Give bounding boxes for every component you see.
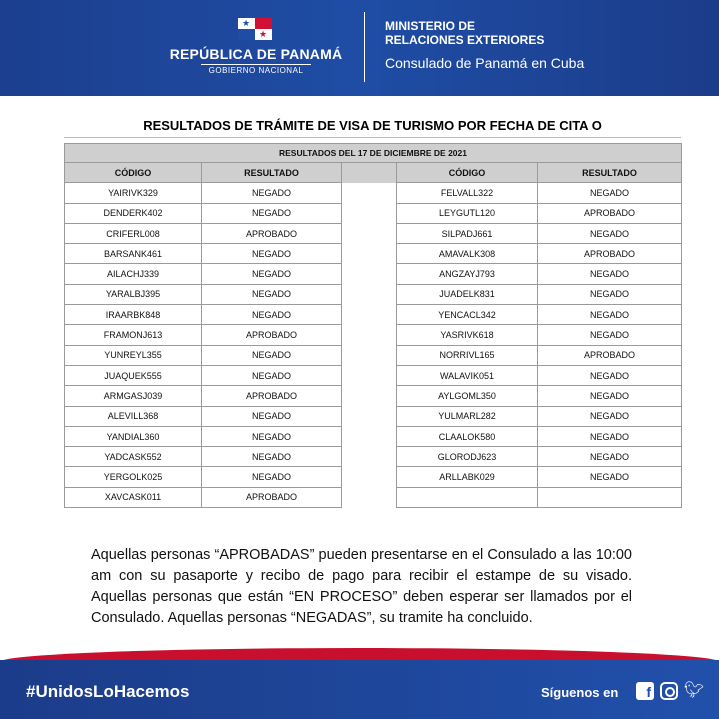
table-row <box>65 244 682 264</box>
code-cell-left: FRAMONJ613 <box>65 325 202 345</box>
code-cell-right: YENCACL342 <box>397 305 538 325</box>
result-cell-left: NEGADO <box>202 467 342 487</box>
footer-banner <box>0 660 719 719</box>
page-title: RESULTADOS DE TRÁMITE DE VISA DE TURISMO POR FECHA DE CITA O <box>143 118 602 133</box>
result-cell-left: NEGADO <box>202 244 342 264</box>
code-cell-right: YASRIVK618 <box>397 325 538 345</box>
code-cell-left: YANDIAL360 <box>65 426 202 446</box>
result-cell-right: NEGADO <box>538 325 682 345</box>
table-row <box>65 447 682 467</box>
code-cell-right: YULMARL282 <box>397 406 538 426</box>
code-cell-left: AILACHJ339 <box>65 264 202 284</box>
result-cell-right: NEGADO <box>538 264 682 284</box>
table-banner-row <box>65 144 682 163</box>
table-row <box>65 467 682 487</box>
column-gap <box>342 386 397 406</box>
column-gap <box>342 467 397 487</box>
result-cell-left: APROBADO <box>202 223 342 243</box>
instagram-icon[interactable] <box>660 682 678 700</box>
government-label: GOBIERNO NACIONAL <box>201 64 312 75</box>
code-cell-right: FELVALL322 <box>397 183 538 203</box>
code-cell-left: IRAARBK848 <box>65 305 202 325</box>
result-cell-right: APROBADO <box>538 203 682 223</box>
code-cell-right: ANGZAYJ793 <box>397 264 538 284</box>
code-cell-right <box>397 487 538 507</box>
result-cell-left: NEGADO <box>202 183 342 203</box>
column-gap <box>342 183 397 203</box>
code-cell-right: CLAALOK580 <box>397 426 538 446</box>
code-cell-left: ALEVILL368 <box>65 406 202 426</box>
result-cell-right: APROBADO <box>538 345 682 365</box>
result-cell-right: NEGADO <box>538 305 682 325</box>
hashtag-label: #UnidosLoHacemos <box>26 682 190 701</box>
result-cell-left: NEGADO <box>202 406 342 426</box>
code-cell-left: CRIFERL008 <box>65 223 202 243</box>
result-cell-right <box>538 487 682 507</box>
column-gap <box>342 406 397 426</box>
code-cell-left: JUAQUEK555 <box>65 365 202 385</box>
result-cell-right: NEGADO <box>538 447 682 467</box>
column-gap <box>342 223 397 243</box>
code-cell-left: YADCASK552 <box>65 447 202 467</box>
result-cell-right: NEGADO <box>538 183 682 203</box>
table-banner: RESULTADOS DEL 17 DE DICIEMBRE DE 2021 <box>65 144 682 163</box>
code-cell-left: DENDERK402 <box>65 203 202 223</box>
table-header-row <box>65 163 682 183</box>
table-row <box>65 365 682 385</box>
column-gap <box>342 264 397 284</box>
result-cell-left: NEGADO <box>202 264 342 284</box>
ministry-line-2: RELACIONES EXTERIORES <box>385 33 545 47</box>
code-cell-left: YERGOLK025 <box>65 467 202 487</box>
result-cell-right: NEGADO <box>538 467 682 487</box>
facebook-icon[interactable]: f <box>636 682 654 700</box>
column-gap <box>342 345 397 365</box>
table-row <box>65 284 682 304</box>
ministry-line-1: MINISTERIO DE <box>385 19 476 33</box>
notice-paragraph: Aquellas personas “APROBADAS” pueden presentarse en el Consulado a las 10:00 am con su pasaporte y recibo de pago para recibir el estampe de su visado. Aquellas personas que están “EN PROCESO” deben esperar ser llamados por el Consulado. Aquellas personas “NEGADAS”, su tramite ha concluido. <box>91 547 632 626</box>
column-gap <box>342 203 397 223</box>
result-cell-left: NEGADO <box>202 365 342 385</box>
table-row <box>65 487 682 507</box>
follow-label: Síguenos en <box>541 685 619 700</box>
panama-flag-icon: ★ ★ <box>238 18 272 40</box>
results-table <box>64 143 682 508</box>
table-row <box>65 386 682 406</box>
table-row <box>65 325 682 345</box>
table-row <box>65 345 682 365</box>
result-cell-left: NEGADO <box>202 345 342 365</box>
code-cell-left: YAIRIVK329 <box>65 183 202 203</box>
result-cell-left: NEGADO <box>202 284 342 304</box>
code-cell-right: ARLLABK029 <box>397 467 538 487</box>
code-cell-left: YARALBJ395 <box>65 284 202 304</box>
ministry-name <box>385 19 544 47</box>
column-gap <box>342 305 397 325</box>
table-row <box>65 406 682 426</box>
code-cell-right: WALAVIK051 <box>397 365 538 385</box>
table-row <box>65 203 682 223</box>
code-cell-right: NORRIVL165 <box>397 345 538 365</box>
code-cell-left: XAVCASK011 <box>65 487 202 507</box>
table-row <box>65 264 682 284</box>
result-cell-right: NEGADO <box>538 386 682 406</box>
code-cell-right: GLORODJ623 <box>397 447 538 467</box>
header-result-left: RESULTADO <box>202 163 342 183</box>
code-cell-right: JUADELK831 <box>397 284 538 304</box>
result-cell-right: APROBADO <box>538 244 682 264</box>
table-row <box>65 305 682 325</box>
header-banner <box>0 0 719 96</box>
result-cell-right: NEGADO <box>538 223 682 243</box>
code-cell-right: AYLGOML350 <box>397 386 538 406</box>
result-cell-left: NEGADO <box>202 305 342 325</box>
code-cell-left: ARMGASJ039 <box>65 386 202 406</box>
header-divider <box>364 12 365 82</box>
republic-name: REPÚBLICA DE PANAMÁ <box>169 46 343 62</box>
title-divider <box>64 137 681 138</box>
column-gap <box>342 244 397 264</box>
table-row <box>65 183 682 203</box>
column-gap <box>342 325 397 345</box>
result-cell-left: APROBADO <box>202 386 342 406</box>
header-result-right: RESULTADO <box>538 163 682 183</box>
column-gap <box>342 365 397 385</box>
header-code-right: CÓDIGO <box>397 163 538 183</box>
result-cell-right: NEGADO <box>538 365 682 385</box>
result-cell-left: NEGADO <box>202 203 342 223</box>
code-cell-left: YUNREYL355 <box>65 345 202 365</box>
result-cell-right: NEGADO <box>538 406 682 426</box>
code-cell-left: BARSANK461 <box>65 244 202 264</box>
result-cell-left: NEGADO <box>202 447 342 467</box>
result-cell-right: NEGADO <box>538 284 682 304</box>
code-cell-right: SILPADJ661 <box>397 223 538 243</box>
column-gap <box>342 284 397 304</box>
twitter-icon[interactable]: 🐦︎ <box>684 682 705 699</box>
result-cell-left: APROBADO <box>202 325 342 345</box>
header-code-left: CÓDIGO <box>65 163 202 183</box>
result-cell-left: NEGADO <box>202 426 342 446</box>
result-cell-left: APROBADO <box>202 487 342 507</box>
column-gap <box>342 163 397 183</box>
code-cell-right: AMAVALK308 <box>397 244 538 264</box>
consulate-name: Consulado de Panamá en Cuba <box>385 55 585 71</box>
table-row <box>65 426 682 446</box>
column-gap <box>342 426 397 446</box>
result-cell-right: NEGADO <box>538 426 682 446</box>
code-cell-right: LEYGUTL120 <box>397 203 538 223</box>
table-row <box>65 223 682 243</box>
column-gap <box>342 447 397 467</box>
column-gap <box>342 487 397 507</box>
